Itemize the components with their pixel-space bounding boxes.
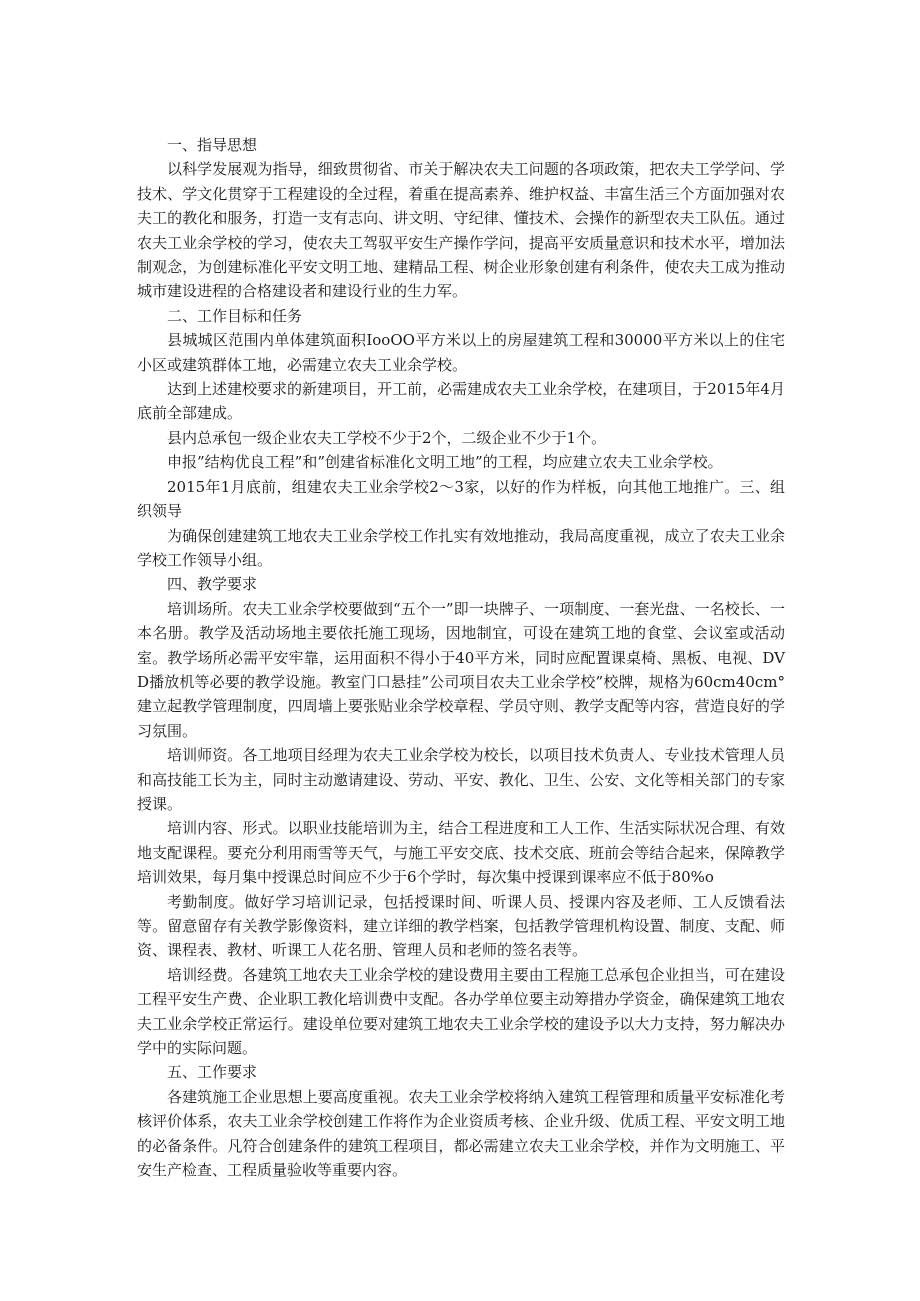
paragraph-enterprise-quota: 县内总承包一级企业农夫工学校不少于2个，二级企业不少于1个。: [167, 428, 607, 447]
document-body: [137, 133, 785, 1182]
paragraph-scope: 县城城区范围内单体建筑面积IooOO平方米以上的房屋建筑工程和30000平方米以上的住宅小区或建筑群体工地，必需建立农夫工业余学校。: [137, 331, 785, 374]
paragraph-work-requirements: 各建筑施工企业思想上要高度重视。农夫工业余学校将纳入建筑工程管理和质量平安标准化考核评价体系，农夫工业余学校创建工作将作为企业资质考核、企业升级、优质工程、平安文明工地的必备条件。凡符合创建条件的建筑工程项目，都必需建立农夫工业余学校，并作为文明施工、平安生产检查、工程质量验收等重要内容。: [137, 1087, 785, 1180]
paragraph-deadline: 达到上述建校要求的新建项目，开工前，必需建成农夫工业余学校，在建项目，于2015年4月底前全部建成。: [137, 380, 785, 423]
paragraph-guiding-thought: 以科学发展观为指导，细致贯彻省、市关于解决农夫工问题的各项政策，把农夫工学学问、学技术、学文化贯穿于工程建设的全过程，着重在提高素养、维护权益、丰富生活三个方面加强对农夫工的教化和服务，打造一支有志向、讲文明、守纪律、懂技术、会操作的新型农夫工队伍。通过农夫工业余学校的学习，使农夫工驾驭平安生产操作学问，提高平安质量意识和技术水平，增加法制观念，为创建标准化平安文明工地、建精品工程、树企业形象创建有利条件，使农夫工成为推动城市建设进程的合格建设者和建设行业的生力军。: [137, 160, 785, 301]
paragraph-content-format: 培训内容、形式。以职业技能培训为主，结合工程进度和工人工作、生活实际状况合理、有效地支配课程。要充分利用雨雪等天气，与施工平安交底、技术交底、班前会等结合起来，保障教学培训效果，每月集中授课总时间应不少于6个学时，每次集中授课到课率应不低于80%o: [137, 819, 785, 887]
paragraph-funding: 培训经费。各建筑工地农夫工业余学校的建设费用主要由工程施工总承包企业担当，可在建设工程平安生产费、企业职工教化培训费中支配。各办学单位要主动筹措办学资金，确保建筑工地农夫工业余学校正常运行。建设单位要对建筑工地农夫工业余学校的建设予以大力支持，努力解决办学中的实际问题。: [137, 965, 785, 1058]
paragraph-training-venue: 培训场所。农夫工业余学校要做到“五个一”即一块牌子、一项制度、一套光盘、一名校长、一本名册。教学及活动场地主要依托施工现场，因地制宜，可设在建筑工地的食堂、会议室或活动室。教学场所必需平安牢靠，运用面积不得小于40平方米，同时应配置课桌椅、黑板、电视、DVD播放机等必要的教学设施。教室门口悬挂”公司项目农夫工业余学校”校牌，规格为60cm40cm°建立起教学管理制度，四周墙上要张贴业余学校章程、学员守则、教学支配等内容，营造良好的学习氛围。: [137, 599, 785, 740]
paragraph-pilot-schools: 2015年1月底前，组建农夫工业余学校2～3家，以好的作为样板，向其他工地推广。三、组织领导: [137, 477, 785, 521]
heading-work-requirements: 五、工作要求: [167, 1063, 258, 1082]
paragraph-leadership: 为确保创建建筑工地农夫工业余学校工作扎实有效地推动，我局高度重视，成立了农夫工业余学校工作领导小组。: [137, 526, 785, 569]
heading-teaching-requirements: 四、教学要求: [167, 575, 258, 594]
paragraph-award-projects: 申报”结构优良工程”和”创建省标准化文明工地”的工程，均应建立农夫工业余学校。: [167, 453, 723, 472]
heading-guiding-thought: 一、指导思想: [167, 136, 258, 154]
paragraph-attendance: 考勤制度。做好学习培训记录，包括授课时间、听课人员、授课内容及老师、工人反馈看法等。留意留存有关教学影像资料，建立详细的教学档案，包括教学管理机构设置、制度、支配、师资、课程表、教材、听课工人花名册、管理人员和老师的签名表等。: [137, 892, 785, 960]
paragraph-teachers: 培训师资。各工地项目经理为农夫工业余学校为校长，以项目技术负责人、专业技术管理人员和高技能工长为主，同时主动邀请建设、劳动、平安、教化、卫生、公安、文化等相关部门的专家授课。: [137, 746, 785, 813]
heading-goals-tasks: 二、工作目标和任务: [167, 306, 303, 325]
